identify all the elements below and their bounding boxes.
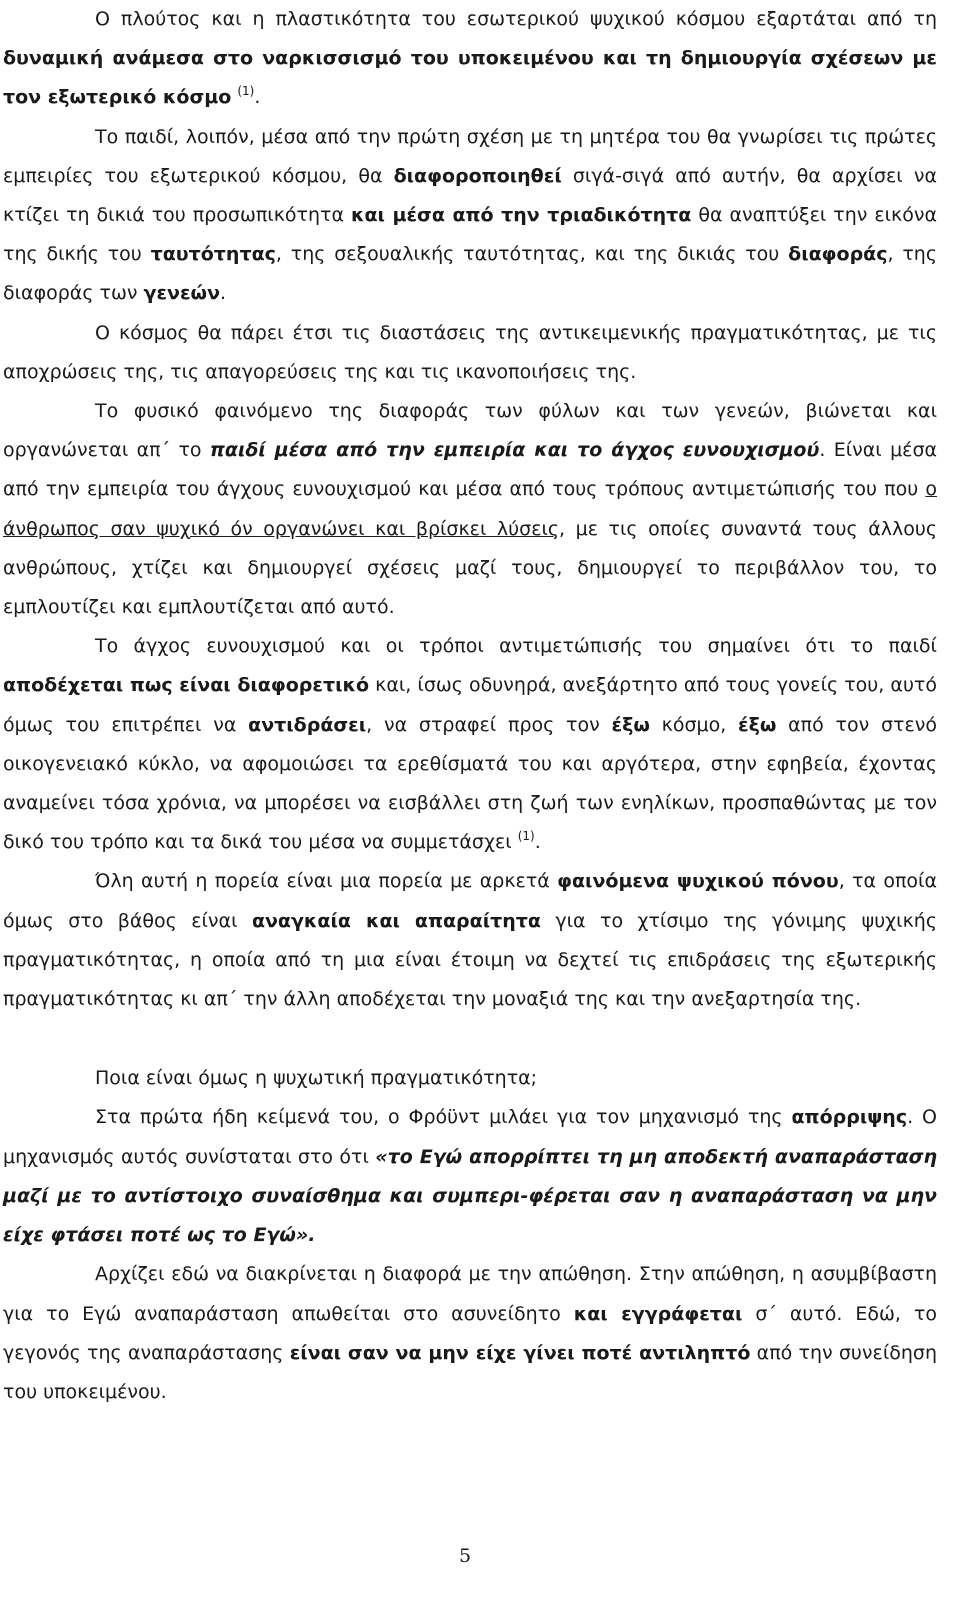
paragraph-p6 [3, 862, 937, 1019]
bold-text: έξω [611, 713, 650, 736]
paragraph-p5 [3, 627, 937, 862]
bold-text: δυναμική ανάμεσα στο ναρκισσισμό του υποκειμένου και τη δημιουργία σχέσεων με τον εξωτερικό κόσμο [3, 47, 937, 109]
text-run: από την συνείδηση του υποκειμένου. [3, 1341, 937, 1403]
text-run: Αρχίζει εδώ να διακρίνεται η διαφορά με την απώθηση. Στην απώθηση, η ασυμβίβαστη για το Εγώ αναπαράσταση απωθείται στο ασυνείδητο [3, 1263, 937, 1325]
text-run: , να στραφεί προς τον [366, 713, 612, 736]
text-run: Ο πλούτος και η πλαστικότητα του εσωτερικού ψυχικού κόσμου εξαρτάται από τη [95, 8, 937, 30]
text-run: για το χτίσιμο της γόνιμης ψυχικής πραγματικότητας, η οποία από τη μια είναι έτοιμη να δεχτεί τις επιδράσεις της εξωτερικής πραγματικότητας κι απ΄ την άλλη αποδέχεται την μοναξιά της και την ανεξαρτησία της. [3, 909, 937, 1011]
bold-italic-text: «το Εγώ απορρίπτει τη μη αποδεκτή αναπαράσταση μαζί με το αντίστοιχο συναίσθημα και συμπερι-φέρεται σαν η αναπαράσταση να μην είχε φτάσει ποτέ ως το Εγώ». [3, 1145, 937, 1247]
bold-text: και μέσα από την τριαδικότητα [350, 204, 692, 227]
text-run: θα αναπτύξει την εικόνα της δικής του [3, 204, 938, 266]
bold-text: ταυτότητας [150, 243, 276, 266]
text-run: . Ο μηχανισμός αυτός συνίσταται στο ότι [3, 1106, 937, 1168]
text-run: Όλη αυτή η πορεία είναι μια πορεία με αρκετά [95, 870, 558, 893]
bold-text: αναγκαία και απαραίτητα [251, 909, 541, 932]
underlined-text: ο άνθρωπος σαν ψυχικό όν οργανώνει και βρίσκει λύσεις [3, 478, 937, 540]
bold-text: διαφοροποιηθεί [393, 164, 562, 187]
text-run: , της διαφοράς των [3, 243, 937, 305]
text-run: Το παιδί, λοιπόν, μέσα από την πρώτη σχέση με τη μητέρα του θα γνωρίσει τις πρώτες εμπειρίες του εξωτερικού κόσμου, θα [3, 125, 937, 187]
text-run: από τον στενό οικογενειακό κύκλο, να αφομοιώσει τα ερεθίσματά του και αργότερα, στην εφηβεία, έχοντας αναμείνει τόσα χρόνια, να μπορέσει να εισβάλλει στη ζωή των ενηλίκων, προσπαθώντας με τον δικό του τρόπο και τα δικά του μέσα να συμμετάσχει [3, 713, 937, 854]
paragraph-p4 [3, 392, 937, 627]
paragraph-p7 [3, 1059, 937, 1098]
text-run: και, ίσως οδυνηρά, ανεξάρτητο από τους γονείς του, αυτό όμως του επιτρέπει να [3, 674, 937, 736]
text-run: . [220, 282, 227, 305]
bold-text: γενεών [143, 282, 221, 305]
bold-text: αποδέχεται πως είναι διαφορετικό [3, 674, 370, 697]
paragraph-p8 [3, 1098, 937, 1255]
page-number: 5 [458, 1545, 472, 1567]
bold-text: έξω [738, 713, 777, 736]
text-run: σ΄ αυτό. Εδώ, το γεγονός της αναπαράστασης [3, 1302, 937, 1364]
text-run: Το άγχος ευνουχισμού και οι τρόποι αντιμετώπισής του σημαίνει ότι το παιδί [95, 635, 937, 658]
text-run: . Είναι μέσα από την εμπειρία του άγχους ευνουχισμού και μέσα από τους τρόπους αντιμετώπισής του που [3, 439, 938, 501]
footnote-ref: (1) [517, 829, 535, 844]
text-run: . [534, 831, 541, 854]
paragraph-p9 [3, 1255, 937, 1412]
bold-text: και εγγράφεται [573, 1302, 743, 1325]
document-body [3, 0, 937, 1412]
text-run: Στα πρώτα ήδη κείμενά του, ο Φρόϋντ μιλάει για τον μηχανισμό της [95, 1106, 792, 1129]
footnote-ref: (1) [237, 84, 255, 99]
bold-italic-text: παιδί μέσα από την εμπειρία και το άγχος ευνουχισμού [209, 439, 820, 462]
text-run: Ποια είναι όμως η ψυχωτική πραγματικότητα; [95, 1067, 538, 1090]
text-run: , της σεξουαλικής ταυτότητας, και της δικιάς του [275, 243, 789, 266]
bold-text: είναι σαν να μην είχε γίνει ποτέ αντιληπτό [289, 1341, 751, 1364]
text-run: κόσμο, [649, 713, 739, 736]
bold-text: απόρριψης [791, 1106, 908, 1129]
paragraph-p1 [3, 0, 937, 118]
text-run: , με τις οποίες συναντά τους άλλους ανθρώπους, χτίζει και δημιουργεί σχέσεις μαζί τους, δημιουργεί το περιβάλλον του, το εμπλουτίζει και εμπλουτίζεται από αυτό. [3, 517, 937, 619]
bold-text: διαφοράς [788, 243, 888, 266]
bold-text: φαινόμενα ψυχικού πόνου [557, 870, 839, 893]
paragraph-p2 [3, 118, 937, 314]
text-run: σιγά-σιγά από αυτήν, θα αρχίσει να κτίζει τη δικιά του προσωπικότητα [3, 164, 937, 227]
paragraph-gap [3, 1019, 937, 1059]
text-run: . [254, 86, 261, 109]
text-run: Ο κόσμος θα πάρει έτσι τις διαστάσεις της αντικειμενικής πραγματικότητας, με τις αποχρώσεις της, τις απαγορεύσεις της και τις ικανοποιήσεις της. [3, 321, 937, 383]
text-run: , τα οποία όμως στο βάθος είναι [3, 870, 937, 932]
paragraph-p3 [3, 314, 937, 392]
bold-text: αντιδράσει [248, 713, 367, 736]
text-run: Το φυσικό φαινόμενο της διαφοράς των φύλων και των γενεών, βιώνεται και οργανώνεται απ΄ το [3, 400, 937, 462]
